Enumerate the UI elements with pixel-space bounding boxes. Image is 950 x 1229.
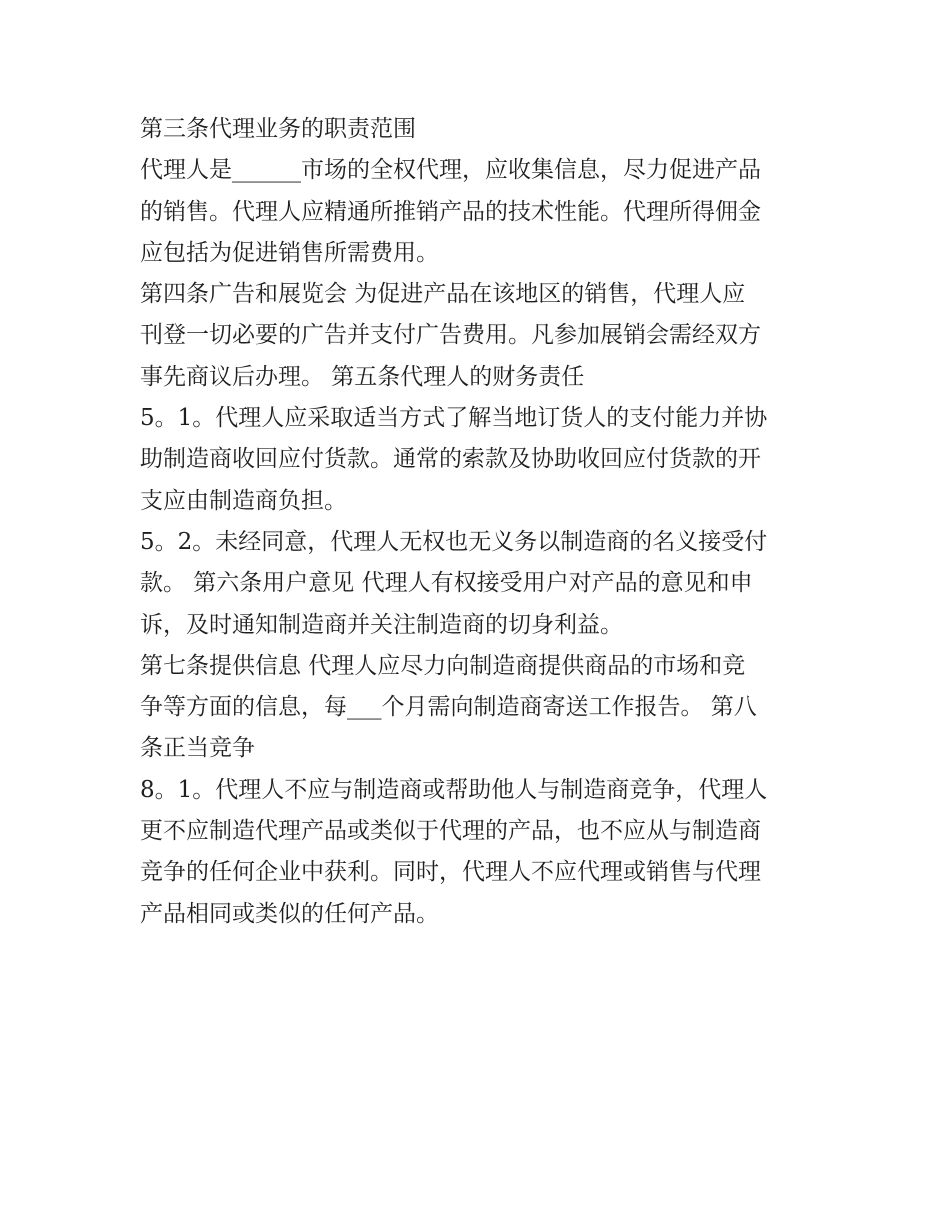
text-line: 更不应制造代理产品或类似于代理的产品，也不应从与制造商	[140, 818, 761, 845]
text-line: 事先商议后办理。 第五条代理人的财务责任	[140, 363, 585, 390]
text-line: 5。2。未经同意，代理人无权也无义务以制造商的名义接受付	[140, 528, 768, 555]
document-body	[140, 109, 820, 935]
text-line: 5。1。代理人应采取适当方式了解当地订货人的支付能力并协	[140, 405, 768, 432]
text-line: 款。 第六条用户意见 代理人有权接受用户对产品的意见和申	[140, 570, 753, 597]
text-line: 第七条提供信息 代理人应尽力向制造商提供商品的市场和竞	[140, 652, 746, 679]
text-line: 支应由制造商负担。	[140, 487, 347, 514]
text-line: 产品相同或类似的任何产品。	[140, 900, 439, 927]
text-line: 的销售。代理人应精通所推销产品的技术性能。代理所得佣金	[140, 198, 761, 225]
text-line: 条正当竞争	[140, 735, 255, 762]
text-line: 代理人是______市场的全权代理，应收集信息，尽力促进产品	[140, 157, 761, 184]
text-line: 助制造商收回应付货款。通常的索款及协助收回应付货款的开	[140, 446, 761, 473]
text-line: 应包括为促进销售所需费用。	[140, 239, 439, 266]
text-line: 竞争的任何企业中获利。同时，代理人不应代理或销售与代理	[140, 859, 761, 886]
text-line: 8。1。代理人不应与制造商或帮助他人与制造商竞争，代理人	[140, 776, 768, 803]
heading-article-3: 第三条代理业务的职责范围	[140, 116, 416, 142]
text-line: 第四条广告和展览会 为促进产品在该地区的销售，代理人应	[140, 281, 746, 308]
text-line: 诉，及时通知制造商并关注制造商的切身利益。	[140, 611, 623, 638]
text-line: 争等方面的信息，每___个月需向制造商寄送工作报告。 第八	[140, 694, 757, 721]
text-line: 刊登一切必要的广告并支付广告费用。凡参加展销会需经双方	[140, 322, 761, 349]
